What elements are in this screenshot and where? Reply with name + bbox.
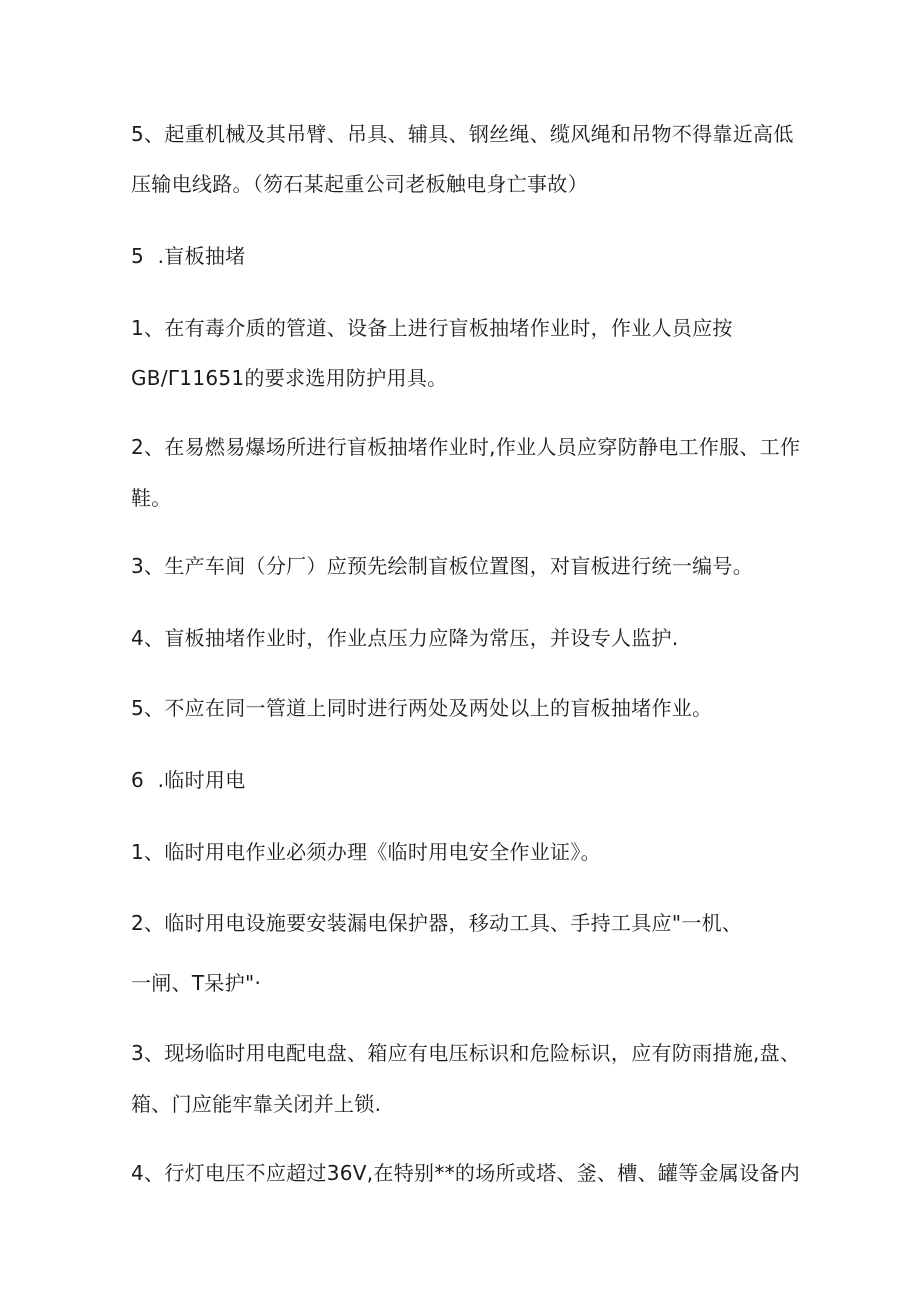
text-line: 2、临时用电设施要安装漏电保护器，移动工具、手持工具应"一机、: [131, 911, 743, 935]
text-line: 3、生产车间（分厂）应预先绘制盲板位置图，对盲板进行统一编号。: [131, 554, 754, 578]
section-heading: 5 .盲板抽堵: [131, 244, 246, 268]
text-line: 鞋。: [131, 486, 172, 510]
text-line: 1、临时用电作业必须办理《临时用电安全作业证》。: [131, 840, 601, 864]
text-line: GB/Γ11651的要求选用防护用具。: [131, 366, 448, 390]
text-line: 压输电线路。（笏石某起重公司老板触电身亡事故）: [131, 172, 588, 196]
text-line: 4、盲板抽堵作业时，作业点压力应降为常压，并设专人监护.: [131, 626, 679, 650]
text-line: 4、行灯电压不应超过36V,在特别**的场所或塔、釜、槽、罐等金属设备内: [131, 1161, 801, 1185]
text-line: 3、现场临时用电配电盘、箱应有电压标识和危险标识，应有防雨措施,盘、: [131, 1041, 801, 1065]
text-line: 5、起重机械及其吊臂、吊具、辅具、钢丝绳、缆风绳和吊物不得靠近高低: [131, 122, 794, 146]
text-line: 一闸、T呆护"·: [131, 971, 262, 995]
text-line: 5、不应在同一管道上同时进行两处及两处以上的盲板抽堵作业。: [131, 696, 713, 720]
text-line: 2、在易燃易爆场所进行盲板抽堵作业时,作业人员应穿防静电工作服、工作: [131, 435, 801, 459]
text-line: 箱、门应能牢靠关闭并上锁.: [131, 1092, 382, 1116]
text-line: 1、在有毒介质的管道、设备上进行盲板抽堵作业时，作业人员应按: [131, 316, 733, 340]
section-heading: 6 .临时用电: [131, 768, 246, 792]
